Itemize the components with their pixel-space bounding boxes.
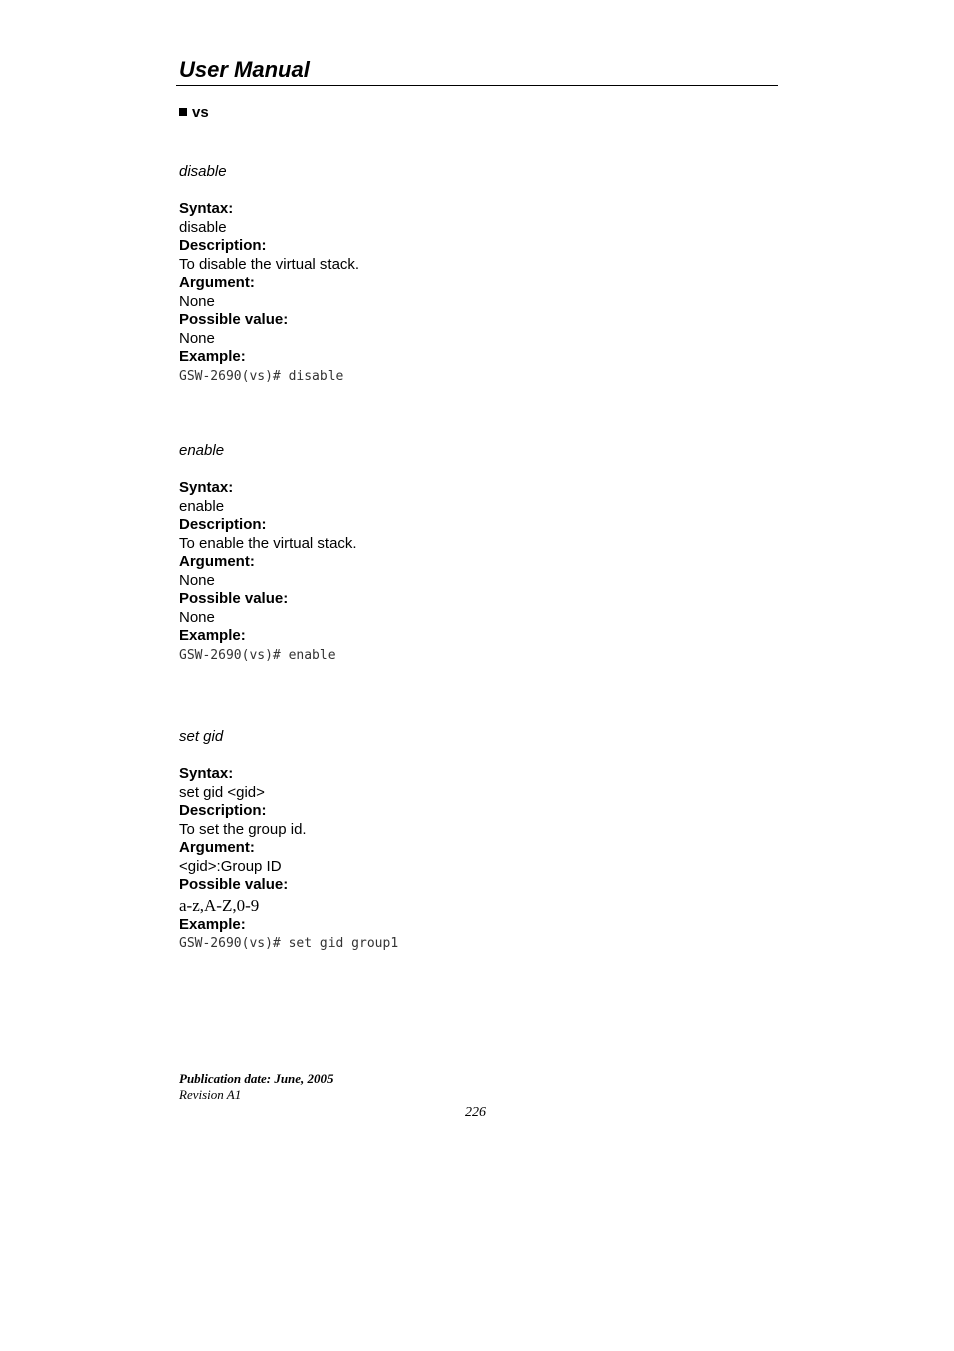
description-value: To disable the virtual stack.: [179, 255, 360, 273]
publication-date: Publication date: June, 2005: [179, 1071, 334, 1086]
page-header-title: User Manual: [179, 57, 310, 82]
header-rule: [176, 85, 778, 86]
syntax-value: set gid <gid>: [179, 783, 265, 801]
possible-value-label: Possible value:: [179, 590, 289, 607]
description-label: Description:: [179, 237, 267, 254]
description-label: Description:: [179, 516, 267, 533]
possible-value-label: Possible value:: [179, 876, 289, 893]
example-code: GSW-2690(vs)# enable: [179, 647, 336, 663]
section-title: vs: [192, 104, 209, 121]
description-label: Description:: [179, 802, 267, 819]
argument-value: <gid>:Group ID: [179, 857, 282, 875]
page-number: 226: [465, 1105, 486, 1120]
possible-value: a-z,A-Z,0-9: [179, 895, 260, 915]
argument-label: Argument:: [179, 553, 255, 570]
argument-value: None: [179, 292, 215, 310]
argument-label: Argument:: [179, 839, 255, 856]
syntax-value: enable: [179, 497, 225, 515]
possible-value: None: [179, 608, 215, 626]
example-label: Example:: [179, 915, 246, 933]
description-value: To enable the virtual stack.: [179, 534, 357, 552]
example-label: Example:: [179, 348, 246, 365]
syntax-label: Syntax:: [179, 200, 234, 217]
description-value: To set the group id.: [179, 820, 307, 838]
command-block-disable: [179, 163, 359, 386]
command-block-set-gid: [179, 728, 398, 953]
example-label: Example:: [179, 627, 246, 644]
section-heading: [179, 104, 209, 121]
argument-label: Argument:: [179, 274, 255, 291]
syntax-value: disable: [179, 218, 227, 236]
example-code: GSW-2690(vs)# disable: [179, 368, 344, 384]
command-title: set gid: [179, 728, 224, 745]
syntax-label: Syntax:: [179, 479, 234, 496]
command-title: enable: [179, 442, 225, 459]
argument-value: None: [179, 571, 215, 589]
command-title: disable: [179, 163, 227, 180]
command-block-enable: [179, 442, 357, 665]
bullet-square-icon: [179, 108, 187, 116]
possible-value: None: [179, 329, 215, 347]
revision: Revision A1: [179, 1087, 242, 1102]
possible-value-label: Possible value:: [179, 311, 289, 328]
syntax-label: Syntax:: [179, 765, 234, 782]
example-code: GSW-2690(vs)# set gid group1: [179, 936, 399, 951]
